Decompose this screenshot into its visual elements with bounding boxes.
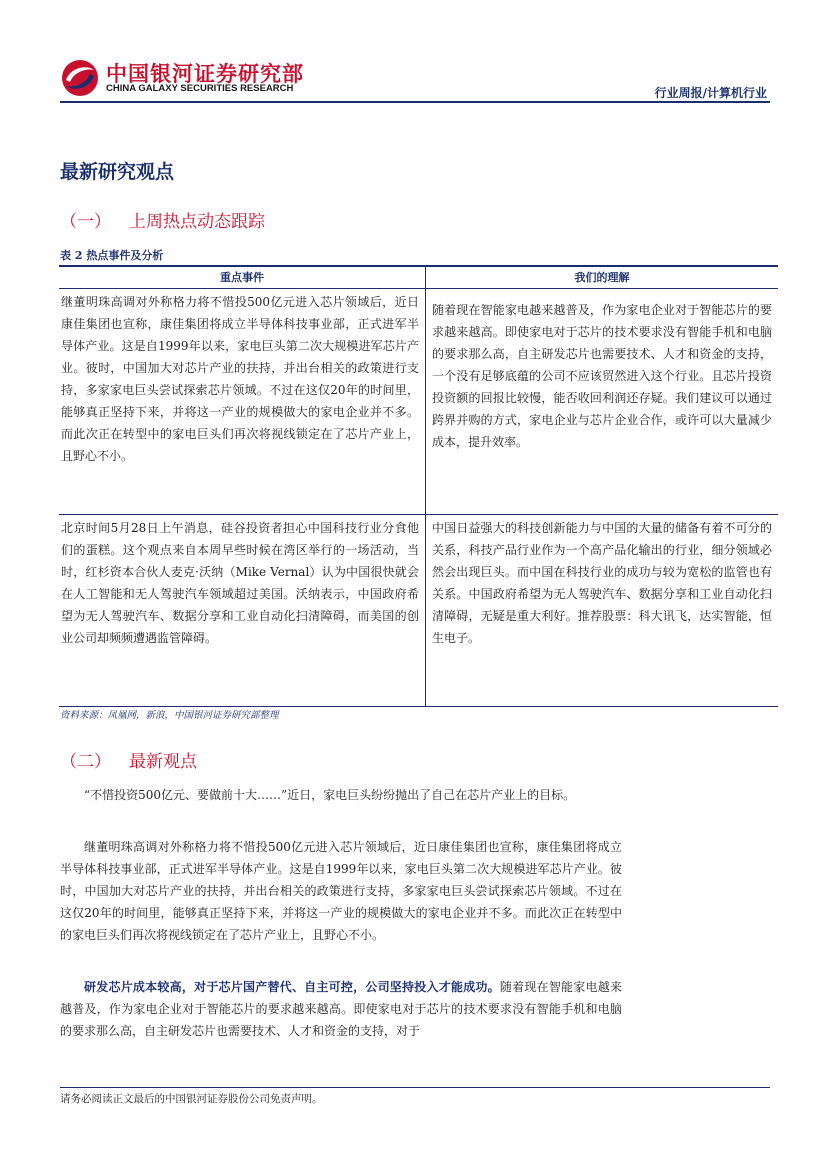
table-row-divider — [59, 514, 778, 515]
section-title: 最新研究观点 — [60, 161, 175, 183]
paragraph-2: 继董明珠高调对外称格力将不惜投500亿元进入芯片领域后，近日康佳集团也宣称，康佳集团将成立半导体科技事业部，正式进军半导体产业。这是自1999年以来，家电巨头第二次大规模进军芯片产业。彼时，中国加大对芯片产业的扶持，并出台相关的政策进行支持，多家家电巨头尝试探索芯片领域。不过在这仅20年的时间里，能够真正坚持下来，并将这一产业的规模做大的家电企业并不多。而此次正在转型中的家电巨头们再次将视线锁定在了芯片产业上，且野心不小。 — [60, 840, 622, 942]
table-cell-event-2: 北京时间5月28日上午消息，硅谷投资者担心中国科技行业分食他们的蛋糕。这个观点来自本周早些时候在湾区举行的一场活动，当时，红杉资本合伙人麦克·沃纳（Mike Vernal）认为中国很快就会在人工智能和无人驾驶汽车领域超过美国。沃纳表示，中国政府希望为无人驾驶汽车、数据分享和工业自动化扫清障碍，而美国的创业公司却频频遭遇监管障碍。 — [61, 521, 419, 645]
galaxy-logo-icon — [60, 58, 100, 98]
table-source-note: 资料来源：凤凰网，新浪，中国银河证券研究部整理 — [60, 710, 279, 721]
table-header-analysis: 我们的理解 — [425, 267, 778, 289]
subsection-title-2 — [60, 747, 197, 772]
paragraph-3 — [60, 976, 622, 1042]
brand-name-en: CHINA GALAXY SECURITIES RESEARCH — [106, 83, 294, 94]
paragraph-1: “不惜投资500亿元、要做前十大……”近日，家电巨头纷纷抛出了自己在芯片产业上的目标。 — [84, 788, 576, 802]
paragraph-3-lead: 研发芯片成本较高，对于芯片国产替代、自主可控，公司坚持投入才能成功。 — [84, 980, 500, 994]
brand-name-cn: 中国银河证券研究部 — [106, 62, 304, 86]
subsection-number: （一） — [60, 212, 111, 232]
header-divider — [60, 101, 770, 103]
table-cell-event-1: 继董明珠高调对外称格力将不惜投500亿元进入芯片领域后，近日康佳集团也宣称，康佳集团将成立半导体科技事业部，正式进军半导体产业。这是自1999年以来，家电巨头第二次大规模进军芯片产业。彼时，中国加大对芯片产业的扶持，并出台相关的政策进行支持，多家家电巨头尝试探索芯片领域。不过在这仅20年的时间里，能够真正坚持下来，并将这一产业的规模做大的家电企业并不多。而此次正在转型中的家电巨头们再次将视线锁定在了芯片产业上，且野心不小。 — [61, 295, 419, 463]
table-caption: 表 2 热点事件及分析 — [60, 249, 164, 262]
subsection-number: （二） — [60, 752, 111, 772]
table-header-event: 重点事件 — [59, 267, 425, 289]
table-column-divider — [425, 289, 426, 707]
table-cell-analysis-2: 中国日益强大的科技创新能力与中国的大量的储备有着不可分的关系，科技产品行业作为一个高产品化输出的行业，细分领域必然会出现巨头。而中国在科技行业的成功与较为宽松的监管也有关系。中国政府希望为无人驾驶汽车、数据分享和工业自动化扫清障碍，无疑是重大利好。推荐股票：科大讯飞，达实智能，恒生电子。 — [432, 521, 772, 645]
report-type: 行业周报/计算机行业 — [654, 86, 767, 100]
hot-events-table — [59, 265, 778, 707]
disclaimer-note: 请务必阅读正文最后的中国银河证券股份公司免责声明。 — [60, 1093, 323, 1105]
subsection-label: 上周热点动态跟踪 — [129, 212, 265, 232]
subsection-title-1 — [60, 207, 265, 232]
footer-divider — [60, 1087, 770, 1088]
paragraph-3-body: 随着现在智能家电越来越普及，作为家电企业对于智能芯片的要求越来越高。即使家电对于芯片的技术要求没有智能手机和电脑的要求那么高，自主研发芯片也需要技术、人才和资金的支持，对于 — [60, 980, 622, 1038]
subsection-label: 最新观点 — [129, 752, 197, 772]
table-cell-analysis-1: 随着现在智能家电越来越普及，作为家电企业对于智能芯片的要求越来越高。即使家电对于芯片的技术要求没有智能手机和电脑的要求那么高，自主研发芯片也需要技术、人才和资金的支持，一个没有足够底蕴的公司不应该贸然进入这个行业。且芯片投资投资额的回报比较慢，能否收回利润还存疑。我们建议可以通过跨界并购的方式，家电企业与芯片企业合作，或许可以大量减少成本，提升效率。 — [432, 303, 772, 449]
